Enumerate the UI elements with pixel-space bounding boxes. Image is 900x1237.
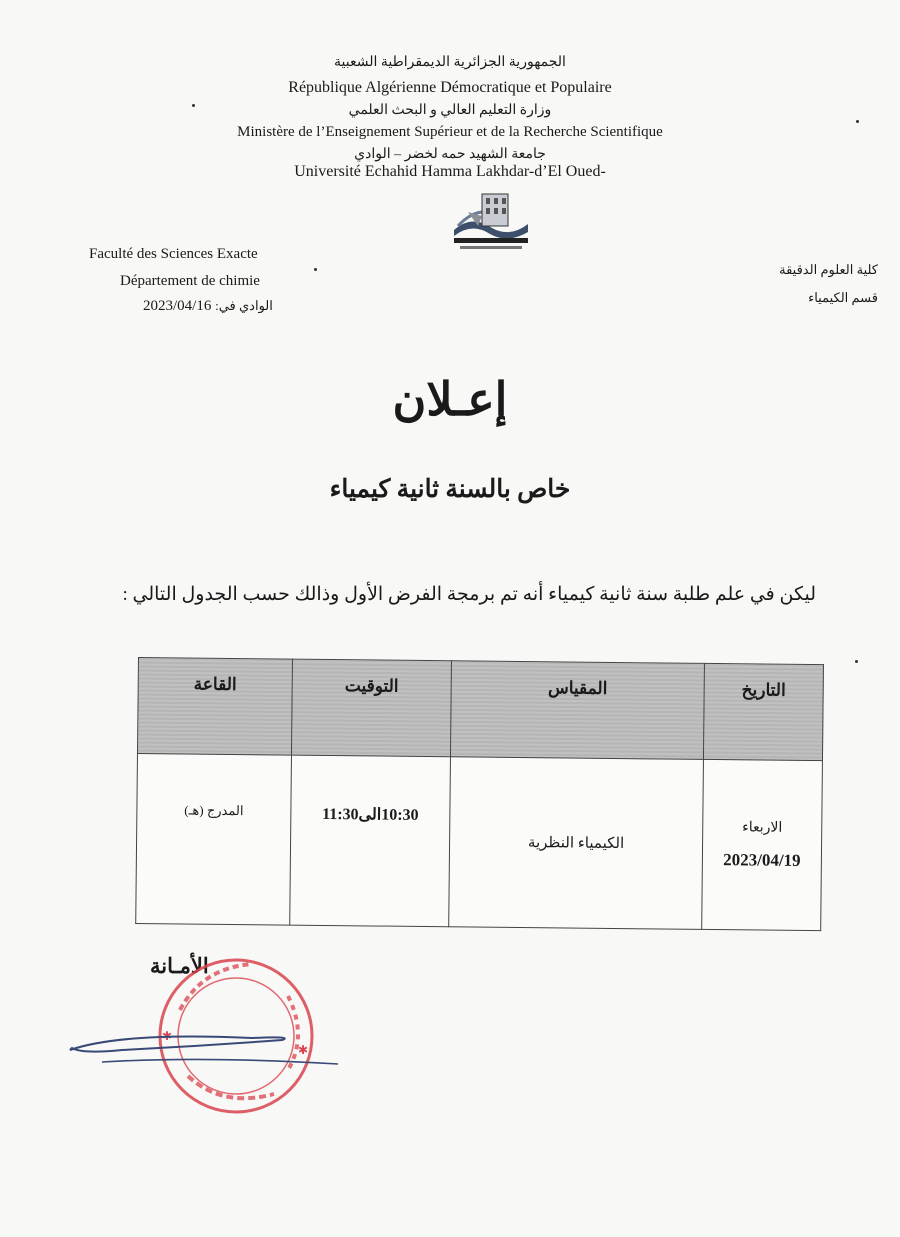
cell-module: الكيمياء النظرية [449, 757, 704, 930]
announcement-title: إعـلان [392, 374, 508, 425]
date-label: الوادي في: [215, 298, 273, 313]
department-arabic: قسم الكيمياء [808, 290, 878, 305]
exam-schedule-table [135, 657, 824, 931]
table-row [136, 753, 823, 930]
ministry-french: Ministère de l’Enseignement Supérieur et de la Recherche Scientifique [237, 124, 663, 140]
ministry-arabic: وزارة التعليم العالي و البحث العلمي [348, 103, 552, 118]
svg-text:✱: ✱ [162, 1029, 173, 1043]
announcement-subtitle: خاص بالسنة ثانية كيمياء [329, 476, 571, 503]
cell-date-value: 2023/04/19 [723, 850, 801, 870]
faculty-french: Faculté des Sciences Exacte [89, 246, 258, 262]
date-line [143, 298, 273, 315]
header-room: القاعة [137, 658, 292, 756]
department-french: Département de chimie [120, 273, 260, 289]
svg-text:✱: ✱ [298, 1043, 309, 1057]
cell-time: 10:30الى11:30 [290, 755, 451, 927]
scan-speck [314, 268, 317, 271]
scan-speck [192, 104, 195, 107]
university-french: Université Echahid Hamma Lakhdar-d’El Oued- [294, 163, 606, 180]
date-value: 2023/04/16 [143, 298, 212, 314]
signature-label: الأمـانة [150, 954, 209, 978]
cell-date [702, 759, 823, 930]
header-date: التاريخ [703, 663, 823, 760]
cell-room: المدرج (هـ) [136, 753, 292, 925]
scan-speck [855, 660, 858, 663]
intro-paragraph: ليكن في علم طلبة سنة ثانية كيمياء أنه تم برمجة الفرض الأول وذالك حسب الجدول التالي : [122, 584, 816, 605]
official-stamp [62, 950, 342, 1122]
cell-day: الاربعاء [742, 820, 783, 836]
scan-speck [856, 120, 859, 123]
table-header-row [137, 658, 823, 761]
header-time: التوقيت [291, 659, 451, 757]
faculty-arabic: كلية العلوم الدقيقة [779, 262, 878, 277]
republic-arabic: الجمهورية الجزائرية الديمقراطية الشعبية [334, 55, 566, 70]
republic-french: République Algérienne Démocratique et Populaire [288, 79, 612, 96]
university-arabic: جامعة الشهيد حمه لخضر – الوادي [354, 147, 546, 162]
university-logo [448, 186, 532, 254]
header-module: المقياس [450, 661, 704, 760]
